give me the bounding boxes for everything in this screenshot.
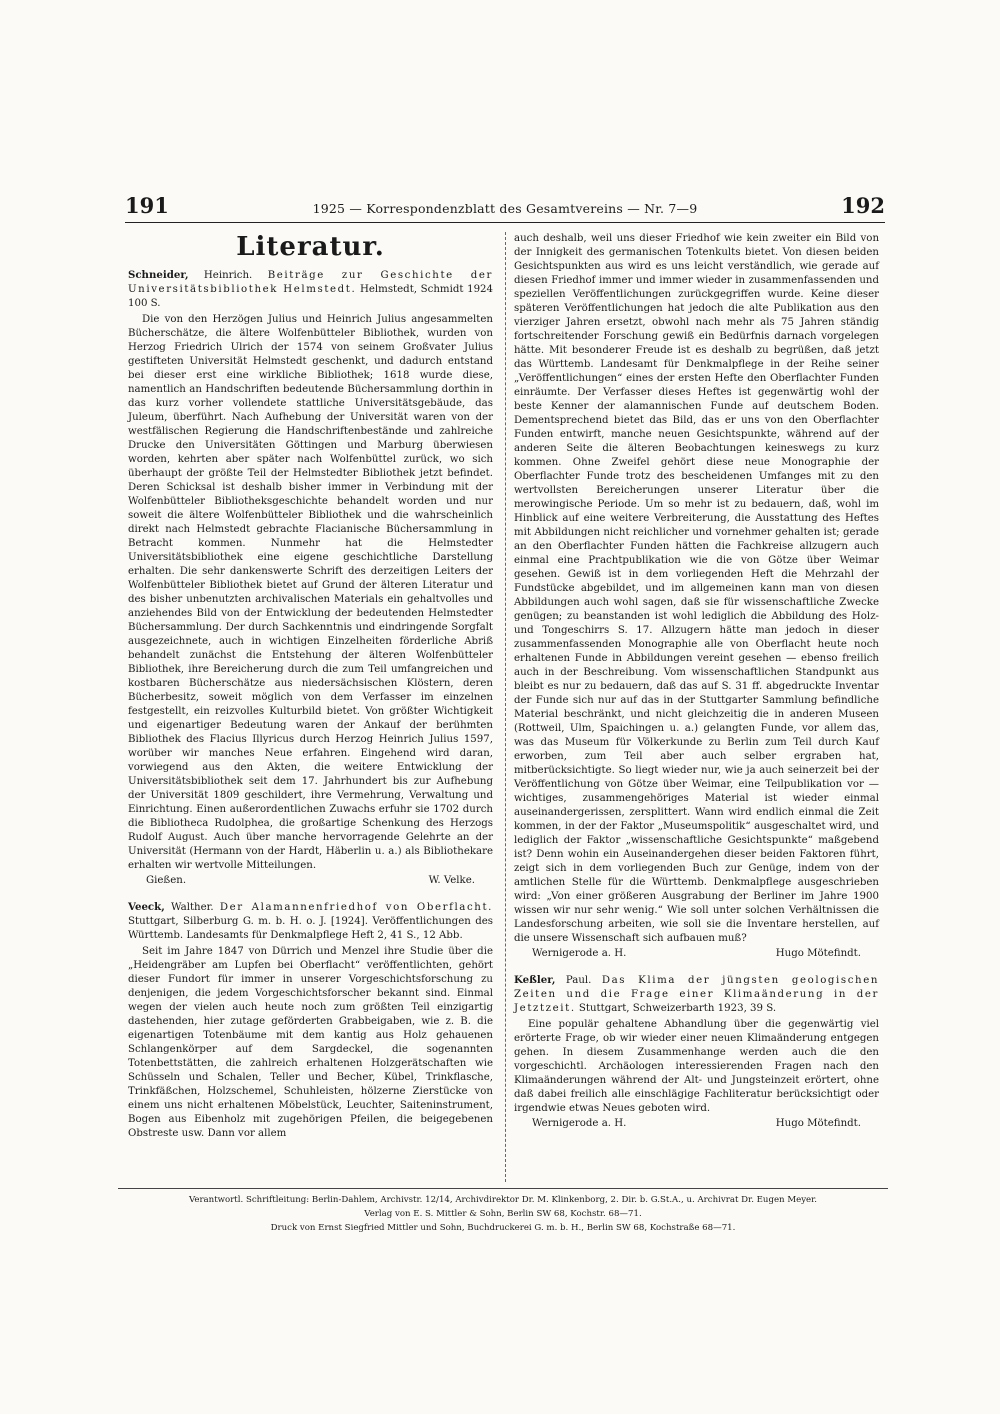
entry-citation — [128, 900, 493, 943]
signature-reviewer: Hugo Mötefindt. — [775, 948, 861, 959]
signature-place: Wernigerode a. H. — [532, 1118, 627, 1129]
entry-signature — [514, 947, 879, 961]
signature-reviewer: Hugo Mötefindt. — [775, 1118, 861, 1129]
entry-citation — [128, 268, 493, 311]
review-entry-kessler — [514, 973, 879, 1131]
right-column — [514, 232, 879, 1143]
section-heading: Literatur. — [236, 232, 385, 262]
left-column — [128, 232, 493, 1153]
right-page-number: 192 — [841, 193, 885, 218]
signature-reviewer: W. Velke. — [428, 875, 475, 886]
entry-title: Beiträge zur Geschichte der Universitätsbibliothek Helmstedt. — [128, 270, 493, 295]
entry-author: Schneider, — [128, 269, 189, 281]
footer-publisher-line: Verlag von E. S. Mittler & Sohn, Berlin SW 68, Kochstr. 68—71. — [364, 1209, 642, 1219]
entry-body-part-1 — [128, 945, 493, 1141]
footer-printer-line: Druck von Ernst Siegfried Mittler und Sohn, Buchdruckerei G. m. b. H., Berlin SW 68, Kochstraße 68—71. — [270, 1223, 736, 1233]
entry-author-given: Heinrich. — [203, 270, 253, 281]
entry-text: Die von den Herzögen Julius und Heinrich Julius angesammelten Bücherschätze, die ältere Wolfenbütteler Bibliothek, wurden von Herzog Friedrich Ulrich der 1574 von seinem Großvater Julius gestifteten Universität Helmstedt geschenkt, und dadurch entstand bei dieser erst eine wirkliche Bibliothek; 1618 wurde diese, namentlich an Handschriften bedeutende Büchersammlung dorthin in das kurz vorher vollendete stattliche Universitätsgebäude, das Juleum, überführt. Nach Aufhebung der Universität waren von der westfälischen Regierung die Handschriftenbestände und zahlreiche Drucke den Universitäten Göttingen und Marburg überwiesen worden, kehrten aber später nach Wolfenbüttel zurück, wo sich überhaupt der größte Teil der Helmstedter Bibliothek jetzt befindet. Deren Schicksal ist deshalb bisher immer in Verbindung mit der Wolfenbütteler Bibliotheksgeschichte behandelt worden und nur soweit die ältere Wolfenbütteler Bibliothek und die wahrscheinlich direkt nach Helmstedt gebrachte Flacianische Büchersammlung in Betracht kommen. Nunmehr hat die Helmstedter Universitätsbibliothek eine eigene geschichtliche Darstellung erhalten. Die sehr dankenswerte Schrift des derzeitigen Leiters der Wolfenbütteler Bibliothek bietet auf Grund der älteren Literatur und des bisher unbenutzten archivalischen Materials ein gehaltvolles und anziehendes Bild von der Entwicklung der bedeutenden Helmstedter Büchersammlung. Der durch Sachkenntnis und eindringende Sorgfalt ausgezeichnete, auch in wichtigen Einzelheiten förderliche Abriß behandelt zunächst die Entstehung der älteren Wolfenbütteler Bibliothek, ihre Bereicherung durch die zum Teil umfangreichen und kostbaren Bücherschätze aus niedersächsischen Klöstern, deren Bücherbesitz, soweit möglich von dem Verfasser im einzelnen festgestellt, ein reizvolles Kulturbild bietet. Von größter Wichtigkeit und eigenartiger Bedeutung waren der Ankauf der berühmten Bibliothek des Flacius Illyricus durch Herzog Heinrich Julius 1597, worüber wir manches Neue erfahren. Eingehend wird daran, vorwiegend aus den Akten, die weitere Entwicklung der Universitätsbibliothek seit dem 17. Jahrhundert bis zur Aufhebung der Universität 1809 geschildert, ihre Vermehrung, Verwaltung und Einrichtung. Einen außerordentlichen Zuwachs erfuhr sie 1702 durch die Bibliotheca Rudolphea, die großartige Schenkung des Herzogs Rudolf August. Auch über manche hervorragende Gelehrte an der Universität (Hermann von der Hardt, Häberlin u. a.) als Bibliothekare erhalten wir wertvolle Mitteilungen. — [128, 314, 493, 871]
entry-author: Veeck, — [128, 901, 165, 913]
signature-place: Gießen. — [146, 875, 187, 886]
left-page-number: 191 — [125, 193, 169, 218]
entry-author-given: Walther. — [171, 902, 214, 913]
entry-imprint: Helmstedt, Schmidt 1924 100 S. — [128, 284, 494, 309]
running-title: 1925 — Korrespondenzblatt des Gesamtvereins — Nr. 7—9 — [312, 201, 698, 216]
review-entry-schneider — [128, 268, 493, 888]
entry-signature — [128, 874, 493, 888]
entry-citation — [514, 973, 879, 1016]
review-entry-veeck-continued — [514, 232, 879, 961]
column-divider — [505, 232, 506, 1182]
entry-signature — [514, 1117, 879, 1131]
entry-imprint: Stuttgart, Schweizerbarth 1923, 39 S. — [578, 1003, 777, 1014]
entry-title: Das Klima der jüngsten geologischen Zeiten und die Frage einer Klimaänderung in der Jetztzeit. — [514, 975, 879, 1014]
review-entry-veeck — [128, 900, 493, 1141]
signature-place: Wernigerode a. H. — [532, 948, 627, 959]
entry-author: Keßler, — [514, 974, 556, 986]
entry-text: Seit im Jahre 1847 von Dürrich und Menzel ihre Studie über die „Heidengräber am Lupfen bei Oberflacht“ veröffentlichten, gehört dieser Fundort für immer in unserer Vorgeschichtsforschung zu denjenigen, die jedem Vorgeschichtsforscher bekannt sind. Einmal wegen der vielen auch heute noch zum größten Teil einzigartig dastehenden, hier zutage geförderten Grabbeigaben, wie z. B. die eigenartigen Totenbäume mit dem kantig aus Holz gehauenen Schlangenkörper auf dem Sargdeckel, die sogenannten Totenbettstätten, die zahlreich erhaltenen Holzgerätschaften wie Schüsseln und Schalen, Teller und Becher, Kübel, Trinkflasche, Trinkfäßchen, Holzschemel, Schuhleisten, hölzerne Zierstücke von einem uns nicht erhaltenen Möbelstück, Leuchter, Saiteninstrument, Bogen aus Eibenholz mit zugehörigen Pfeilen, die beigegebenen Obstreste usw. Dann vor allem — [128, 946, 493, 1139]
entry-text: Eine populär gehaltene Abhandlung über die gegenwärtig viel erörterte Frage, ob wir wieder einer neuen Klimaänderung entgegen gehen. In diesem Zusammenhange werden auch die den vorgeschichtl. Archäologen interessierenden Fragen nach den Klimaänderungen während der Alt- und Jungsteinzeit erörtert, ohne daß dabei freilich alle einschlägige Fachliteratur berücksichtigt oder irgendwie etwas Neues geboten wird. — [514, 1019, 879, 1114]
entry-body — [128, 313, 493, 873]
page-header — [125, 188, 885, 223]
entry-imprint: Stuttgart, Silberburg G. m. b. H. o. J. [1924]. Veröffentlichungen des Württemb. Landesamts für Denkmalpflege Heft 2, 41 S., 12 Abb. — [128, 916, 493, 941]
entry-title: Der Alamannenfriedhof von Oberflacht. — [219, 902, 493, 913]
imprint-footer — [118, 1188, 888, 1235]
entry-author-given: Paul. — [565, 975, 592, 986]
entry-body — [514, 1018, 879, 1116]
entry-body-part-2 — [514, 232, 879, 946]
entry-text-continued: auch deshalb, weil uns dieser Friedhof wie kein zweiter ein Bild von der Innigkeit des germanischen Totenkults bietet. Von diesen beiden Gesichtspunkten aus wird es uns leicht verständlich, wie gerade auf diesen Friedhof immer und immer wieder in zusammenfassenden und speziellen Veröffentlichungen zurückgegriffen wurde. Keine dieser späteren Veröffentlichungen hat jedoch die alte Publikation aus den vierziger Jahren ersetzt, obwohl nach mehr als 75 Jahren ständig fortschreitender Forschung gewiß ein Bedürfnis darnach vorgelegen hätte. Mit besonderer Freude ist es deshalb zu begrüßen, daß jetzt das Württemb. Landesamt für Denkmalpflege in der Reihe seiner „Veröffentlichungen“ eines der ersten Hefte den Oberflachter Funden einräumte. Der Verfasser dieses Heftes ist gegenwärtig wohl der beste Kenner der alamannischen Funde auf deutschem Boden. Dementsprechend bietet das Bild, das er uns von den Oberflachter Funden entwirft, manche neuen Gesichtspunkte, während auf der anderen Seite die älteren Beobachtungen keineswegs zu kurz kommen. Ohne Zweifel gehört diese neue Monographie der Oberflachter Funde trotz des bescheidenen Umfanges mit zu den wertvollsten Bereicherungen unserer Literatur über die merowingische Periode. Um so mehr ist zu bedauern, daß, wohl im Hinblick auf eine weitere Verbreiterung, die Ausstattung des Heftes mit Abbildungen nicht reichlicher und vornehmer gehalten ist; gerade an den Oberflachter Funden hätten die Fachkreise allzugern auch einmal eine Prachtpublikation wie die von Götze über Weimar gesehen. Gewiß ist in dem vorliegenden Heft die Mehrzahl der Fundstücke abgebildet, und im allgemeinen kann man von diesen Abbildungen auch wohl sagen, daß sie für wissenschaftliche Zwecke genügen; zu beanstanden ist wohl lediglich die Abbildung des Holz- und Tongeschirrs S. 17. Allzugern hätte man jedoch in dieser zusammenfassenden Monographie alle von Oberflacht heute noch erhaltenen Funde in Abbildungen vereint gesehen — ebenso freilich auch in der Beschreibung. Vom wissenschaftlichen Standpunkt aus bleibt es nur zu bedauern, daß das auf S. 31 ff. abgedruckte Inventar der Funde sich nur auf das in der Stuttgarter Sammlung befindliche Material beschränkt, und nicht gleichzeitig die in anderen Museen (Rottweil, Ulm, Spaichingen u. a.) gelangten Funde, vor allem das, was das Museum für Völkerkunde zu Berlin zum Teil durch Kauf erworben, zum Teil aber auch selber ergraben hat, mitberücksichtigte. So liegt wieder nur, wie ja auch seinerzeit bei der Veröffentlichung von Götze über Weimar, eine Teilpublikation vor — wichtiges, zusammengehöriges Material ist wieder einmal auseinandergerissen, zersplittert. Wann wird endlich einmal die Zeit kommen, in der der Faktor „Museumspolitik“ ausgeschaltet wird, und lediglich der Faktor „wissenschaftliche Gesichtspunkte“ maßgebend ist? Denn wohin ein Auseinandergehen dieser beiden Faktoren führt, zeigt sich in dem vorliegenden Buch zur Genüge, indem von der amtlichen Stelle für die Württemb. Denkmalpflege ausgeschrieben wird: „Von einer größeren Ausgrabung der Berliner im Jahre 1900 wissen wir nur sehr wenig.“ Wie soll unter solchen Verhältnissen die Landesforschung arbeiten, wie soll sie die Inventare herstellen, auf die unsere Wissenschaft sich aufbauen muß? — [514, 233, 879, 944]
footer-editor-line: Verantwortl. Schriftleitung: Berlin-Dahlem, Archivstr. 12/14, Archivdirektor Dr. M. Klinkenborg, 2. Dir. b. G.St.A., u. Archivrat Dr. Eugen Meyer. — [188, 1195, 818, 1205]
